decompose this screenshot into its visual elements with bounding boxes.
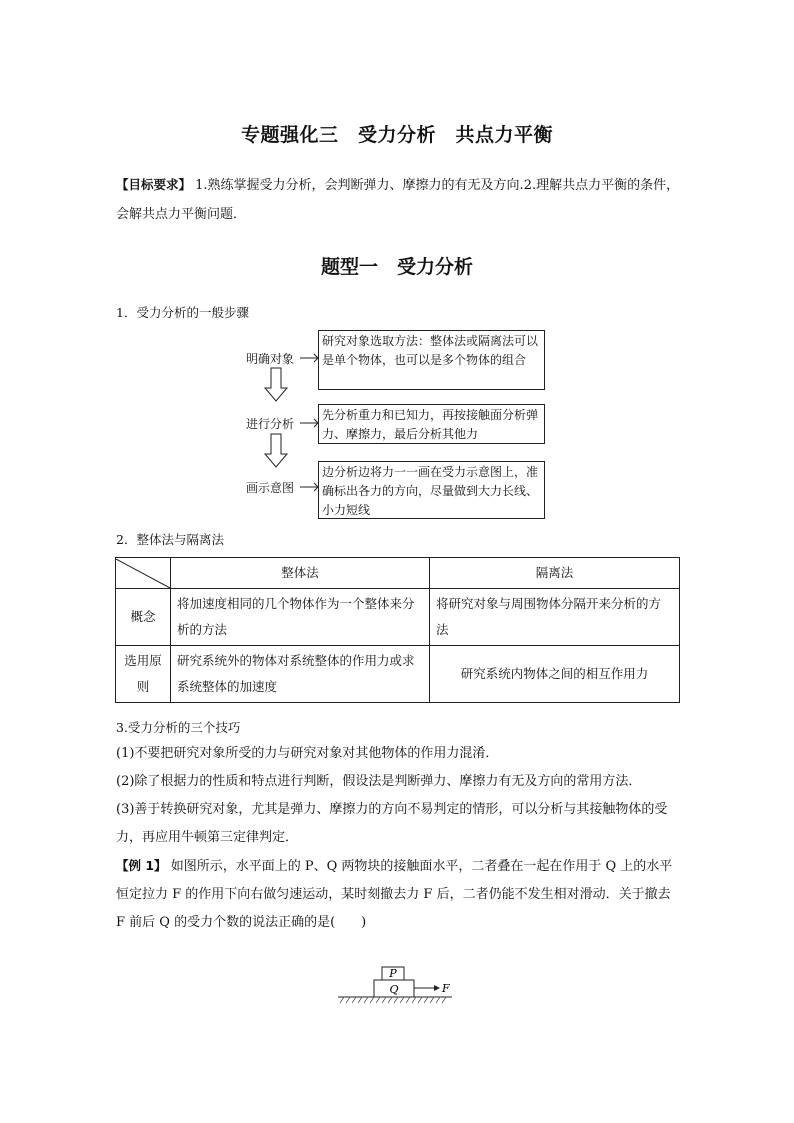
table-header-row [116, 558, 680, 589]
tip-item: (3)善于转换研究对象，尤其是弹力、摩擦力的方向不易判定的情形，可以分析与其接触物体的受力，再应用牛顿第三定律判定． [116, 802, 668, 845]
table-row-head: 概念 [116, 589, 171, 646]
heading-methods: 2．整体法与隔离法 [116, 532, 224, 547]
table-row-head: 选用原则 [116, 646, 171, 703]
heading-tips: 3.受力分析的三个技巧 [116, 720, 241, 735]
goal-tag: 【目标要求】 [116, 177, 192, 192]
table-cell: 研究系统外的物体对系统整体的作用力或求系统整体的加速度 [171, 646, 430, 703]
goal-paragraph [116, 170, 682, 229]
table-row [116, 646, 680, 703]
table-cell: 将加速度相同的几个物体作为一个整体来分析的方法 [171, 589, 430, 646]
table-cell: 研究系统内物体之间的相互作用力 [429, 646, 679, 703]
table-header-whole: 整体法 [171, 558, 430, 589]
section-title: 题型一 受力分析 [320, 256, 473, 278]
diagonal-line [116, 559, 170, 588]
tips-list [116, 740, 682, 937]
table-corner-cell [116, 558, 171, 589]
example-figure [330, 960, 460, 1008]
example-paragraph [116, 852, 682, 937]
force-label: F [442, 982, 450, 995]
block-p-label: P [389, 967, 397, 980]
page-title: 专题强化三 受力分析 共点力平衡 [240, 124, 553, 146]
flow-label-analyze: 进行分析 [246, 417, 295, 431]
flow-box-draw: 边分析边将力一一画在受力示意图上，准确标出各力的方向，尽量做到大力长线、小力短线 [318, 461, 545, 519]
ground-hatching [340, 997, 446, 1003]
heading-steps: 1．受力分析的一般步骤 [116, 305, 249, 320]
force-arrowhead [434, 985, 440, 991]
flow-box-analyze: 先分析重力和已知力，再按接触面分析弹力、摩擦力，最后分析其他力 [318, 404, 545, 444]
flow-label-draw: 画示意图 [246, 481, 295, 495]
table-header-isolate: 隔离法 [429, 558, 679, 589]
block-q-label: Q [389, 983, 399, 996]
goal-text: 1.熟练掌握受力分析，会判断弹力、摩擦力的有无及方向.2.理解共点力平衡的条件，会解共点力平衡问题． [116, 178, 680, 222]
tip-item: (1)不要把研究对象所受的力与研究对象对其他物体的作用力混淆． [116, 746, 499, 761]
flow-label-object: 明确对象 [246, 352, 295, 366]
flow-box-object: 研究对象选取方法：整体法或隔离法可以是单个物体，也可以是多个物体的组合 [318, 330, 545, 390]
table-row [116, 589, 680, 646]
example-tag: 【例 1】 [116, 858, 167, 873]
table-cell: 将研究对象与周围物体分隔开来分析的方法 [429, 589, 679, 646]
methods-table [115, 557, 680, 703]
example-text: 如图所示，水平面上的 P、Q 两物块的接触面水平，二者叠在一起在作用于 Q 上的水平恒定拉力 F 的作用下向右做匀速运动，某时刻撤去力 F 后，二者仍能不发生相对滑动．关于撤去 F 前后 Q 的受力个数的说法正确的是( ) [116, 859, 673, 930]
tip-item: (2)除了根据力的性质和特点进行判断，假设法是判断弹力、摩擦力有无及方向的常用方法． [116, 774, 642, 789]
